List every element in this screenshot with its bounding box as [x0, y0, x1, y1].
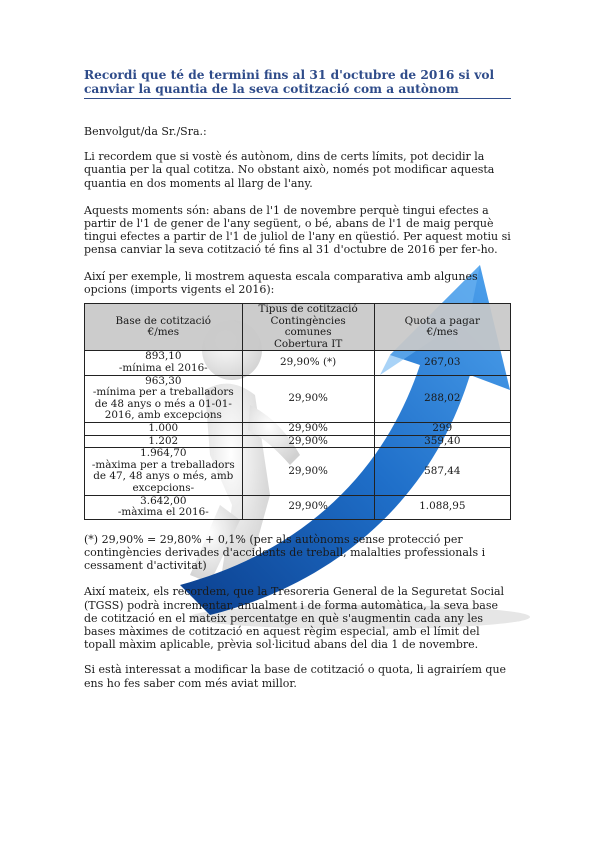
cell-quota: 359,40 — [374, 435, 510, 448]
cell-base: 963,30 -mínima per a treballadors de 48 anys o més a 01-01- 2016, amb excepcions — [85, 375, 243, 422]
footnote: (*) 29,90% = 29,80% + 0,1% (per als autònoms sense protecció per contingències derivades d'accidents de treball, malalties professionals i cessament d'activitat) — [84, 532, 486, 573]
table-row — [85, 422, 511, 435]
contribution-table — [84, 303, 511, 520]
table-row — [85, 448, 511, 495]
paragraph-tgss: Així mateix, els recordem, que la Tresoreria General de la Seguretat Social (TGSS) podrà incrementar, anualment i de forma automàtica, la seva base de cotització en el mateix percentatge en què s'augmentin cada any les bases màximes de cotització en aquest règim especial, amb el límit del topall màxim aplicable, prèvia sol·licitud abans del dia 1 de novembre. — [84, 585, 505, 652]
table-header-row — [85, 304, 511, 351]
table-row — [85, 495, 511, 519]
cell-tipus: 29,90% — [242, 495, 374, 519]
paragraph-closing: Si està interessat a modificar la base de cotització o quota, li agrairíem que ens ho fes saber com més aviat millor. — [84, 663, 507, 690]
paragraph-deadlines: Aquests moments són: abans de l'1 de novembre perquè tingui efectes a partir de l'1 de gener de l'any següent, o bé, abans de l'1 de maig perquè tingui efectes a partir de l'1 de juliol de l'any en qüestió. Per aquest motiu si pensa canviar la seva cotització té fins al 31 d'octubre de 2016 per fer-ho. — [84, 203, 511, 257]
cell-base: 3.642,00 -màxima el 2016- — [85, 495, 243, 519]
cell-base: 1.202 — [85, 435, 243, 448]
header-tipus: Tipus de cotització Contingències comunes Cobertura IT — [242, 304, 374, 351]
cell-base: 893,10 -mínima el 2016- — [85, 351, 243, 375]
cell-tipus: 29,90% (*) — [242, 351, 374, 375]
table-row — [85, 435, 511, 448]
table-row — [85, 351, 511, 375]
cell-quota: 288,02 — [374, 375, 510, 422]
paragraph-intro: Li recordem que si vostè és autònom, dins de certs límits, pot decidir la quantia per la qual cotitza. No obstant això, només pot modificar aquesta quantia en dos moments al llarg de l'any. — [84, 150, 495, 190]
cell-quota: 267,03 — [374, 351, 510, 375]
cell-base: 1.964,70 -màxima per a treballadors de 47, 48 anys o més, amb excepcions- — [85, 448, 243, 495]
page-title: Recordi que té de termini fins al 31 d'octubre de 2016 si vol canviar la quantia de la seva cotització com a autònom — [84, 68, 511, 99]
cell-quota: 587,44 — [374, 448, 510, 495]
salutation: Benvolgut/da Sr./Sra.: — [84, 125, 207, 138]
cell-tipus: 29,90% — [242, 435, 374, 448]
header-quota: Quota a pagar €/mes — [374, 304, 510, 351]
cell-quota: 299 — [374, 422, 510, 435]
cell-quota: 1.088,95 — [374, 495, 510, 519]
cell-tipus: 29,90% — [242, 448, 374, 495]
cell-tipus: 29,90% — [242, 375, 374, 422]
cell-tipus: 29,90% — [242, 422, 374, 435]
paragraph-example: Així per exemple, li mostrem aquesta escala comparativa amb algunes opcions (imports vigents el 2016): — [84, 269, 478, 296]
table-row — [85, 375, 511, 422]
header-base: Base de cotització €/mes — [85, 304, 243, 351]
letter-page — [84, 68, 511, 690]
cell-base: 1.000 — [85, 422, 243, 435]
